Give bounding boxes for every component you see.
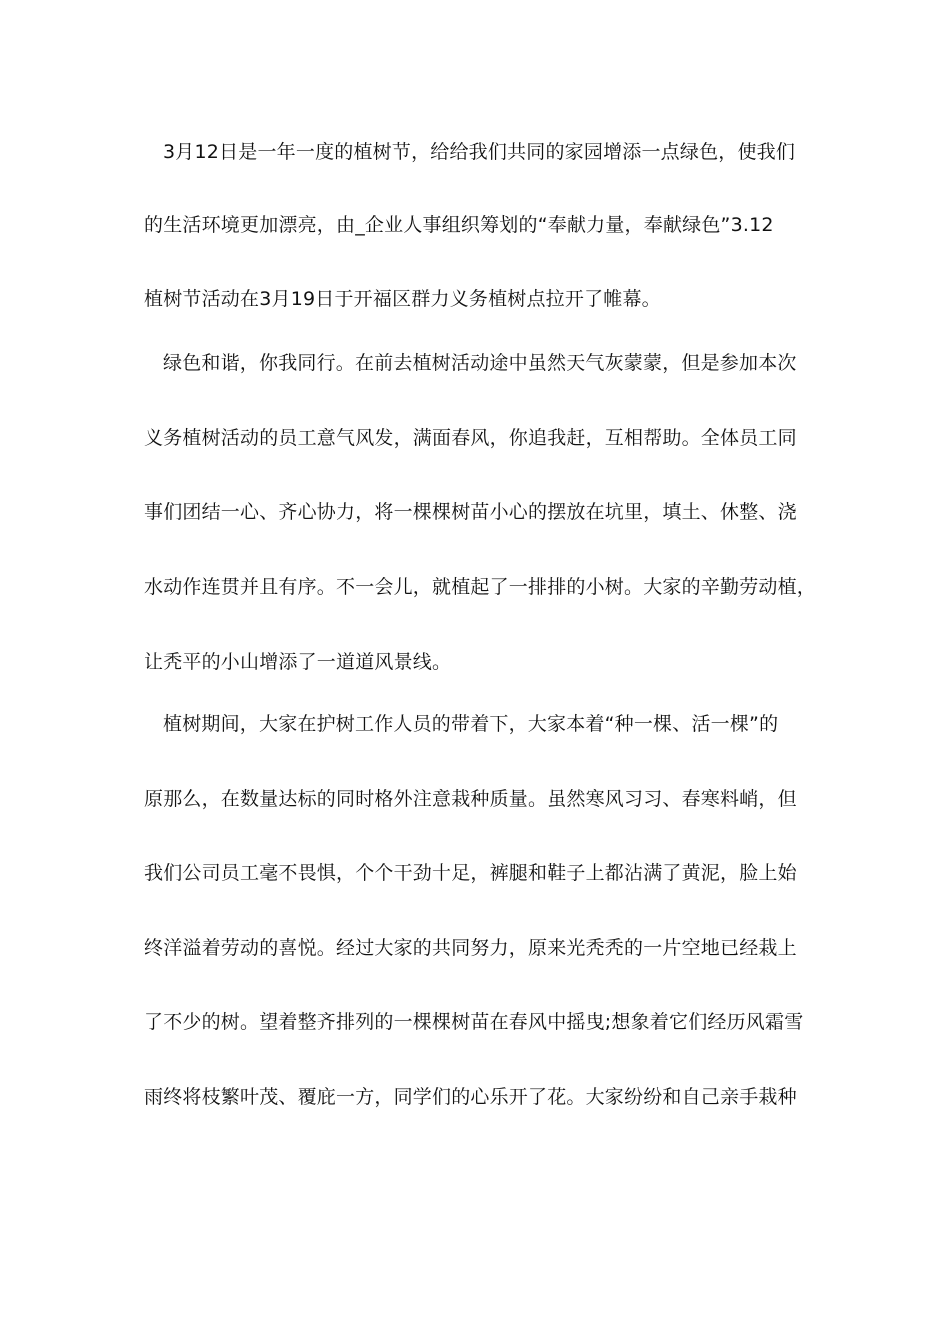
text-line: 事们团结一心、齐心协力，将一棵棵树苗小心的摆放在坑里，填土、休整、浇 [144, 501, 797, 523]
text-line: 3月12日是一年一度的植树节，给给我们共同的家园增添一点绿色，使我们 [163, 141, 796, 163]
text-line: 水动作连贯并且有序。不一会儿，就植起了一排排的小树。大家的辛勤劳动植， [144, 576, 817, 598]
text-line: 绿色和谐，你我同行。在前去植树活动途中虽然天气灰蒙蒙，但是参加本次 [163, 352, 797, 374]
text-line: 义务植树活动的员工意气风发，满面春风，你追我赶，互相帮助。全体员工同 [144, 427, 797, 449]
text-line: 了不少的树。望着整齐排列的一棵棵树苗在春风中摇曳;想象着它们经历风霜雪 [144, 1011, 804, 1033]
text-line: 雨终将枝繁叶茂、覆庇一方，同学们的心乐开了花。大家纷纷和自己亲手栽种 [144, 1086, 797, 1108]
text-line: 让秃平的小山增添了一道道风景线。 [144, 651, 452, 673]
text-line: 的生活环境更加漂亮，由_企业人事组织筹划的“奉献力量，奉献绿色”3.12 [144, 214, 774, 236]
text-line: 植树节活动在3月19日于开福区群力义务植树点拉开了帷幕。 [144, 288, 661, 310]
text-line: 我们公司员工毫不畏惧，个个干劲十足，裤腿和鞋子上都沾满了黄泥，脸上始 [144, 862, 797, 884]
text-line: 植树期间，大家在护树工作人员的带着下，大家本着“种一棵、活一棵”的 [163, 713, 779, 735]
text-line: 原那么，在数量达标的同时格外注意栽种质量。虽然寒风习习、春寒料峭，但 [144, 788, 797, 810]
text-line: 终洋溢着劳动的喜悦。经过大家的共同努力，原来光秃秃的一片空地已经栽上 [144, 937, 797, 959]
